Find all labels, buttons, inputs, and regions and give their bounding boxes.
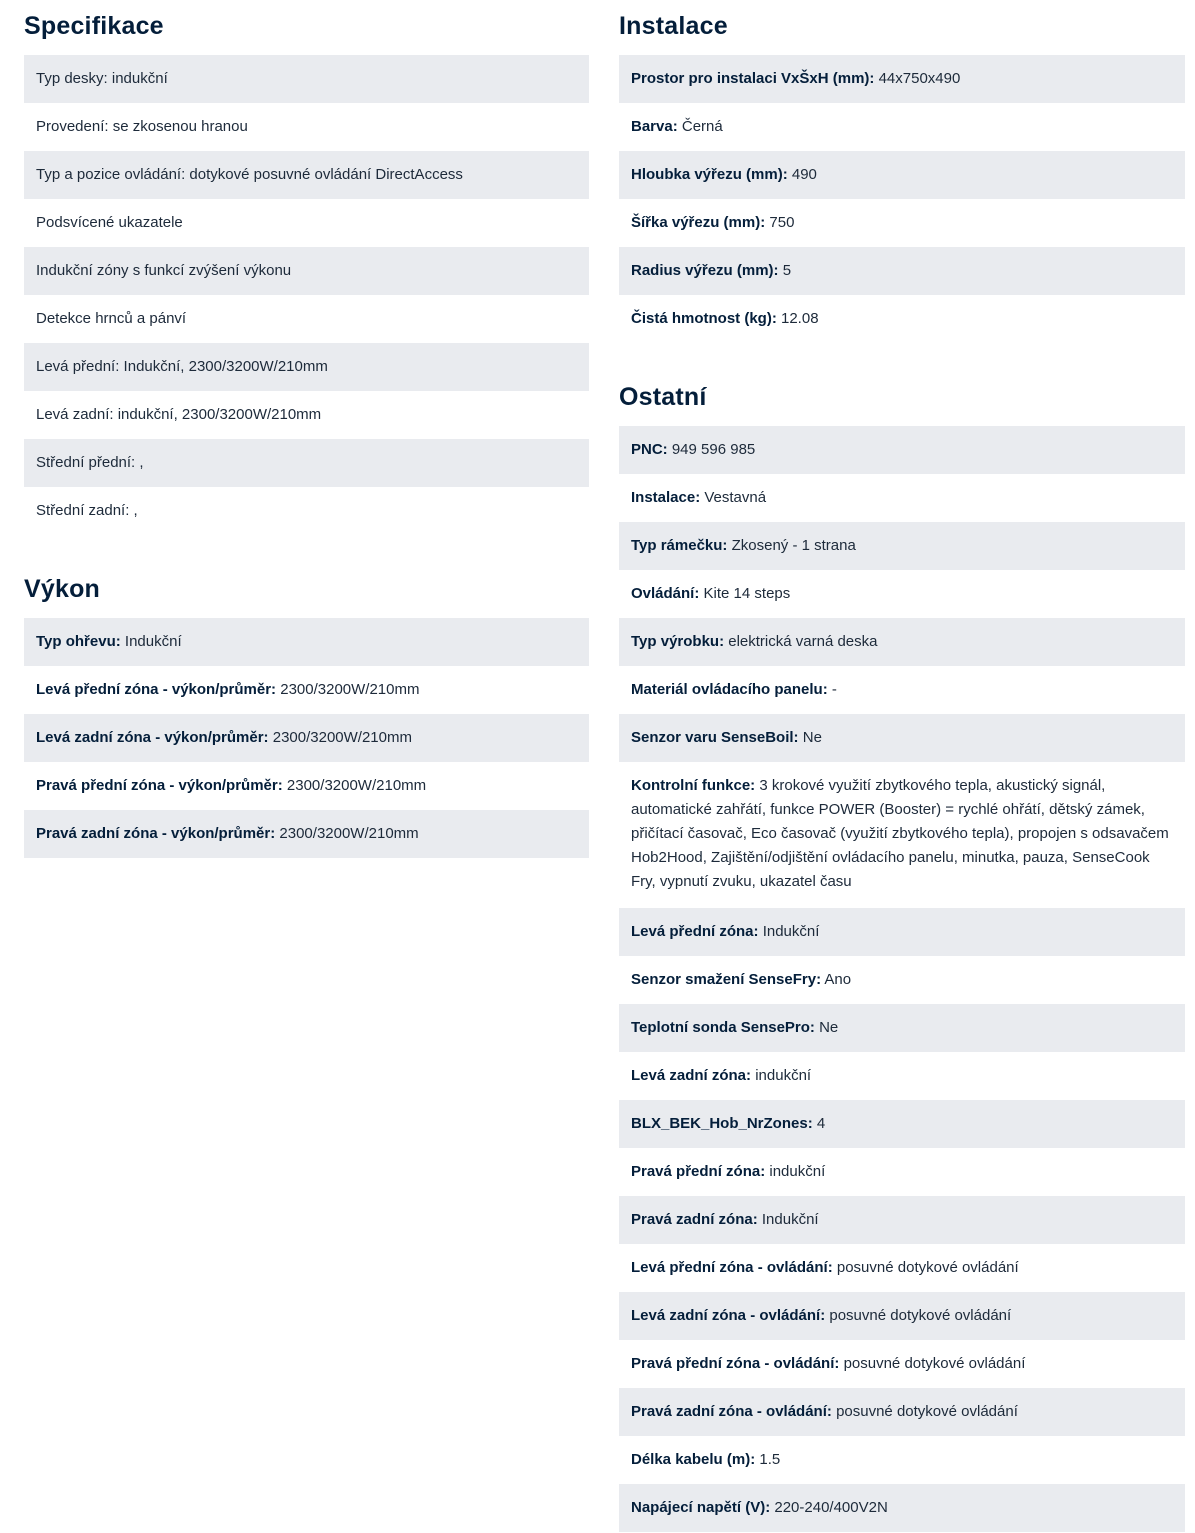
spec-label: Typ ohřevu: [36, 633, 121, 650]
section-title-vykon: Výkon [24, 575, 101, 603]
specifikace-list [24, 55, 589, 535]
spec-label: Levá přední zóna: [631, 923, 759, 940]
spec-value: indukční [769, 1163, 826, 1180]
vykon-list [24, 618, 589, 858]
spec-label: Levá přední zóna - výkon/průměr: [36, 681, 277, 698]
spec-row-text: Střední zadní: , [36, 502, 138, 519]
spec-row [24, 487, 589, 535]
spec-value: Indukční [761, 1211, 819, 1228]
spec-row-text: Levá zadní: indukční, 2300/3200W/210mm [36, 406, 322, 423]
spec-value: 1.5 [759, 1451, 781, 1468]
spec-row [619, 666, 1185, 714]
spec-row [24, 762, 589, 810]
spec-row-text: Provedení: se zkosenou hranou [36, 118, 248, 135]
spec-row-text: Detekce hrnců a pánví [36, 310, 187, 327]
spec-row [619, 426, 1185, 474]
spec-row [24, 618, 589, 666]
spec-value: Kite 14 steps [703, 585, 791, 602]
spec-row [619, 908, 1185, 956]
section-title-specifikace: Specifikace [24, 12, 164, 40]
spec-label: Materiál ovládacího panelu: [631, 681, 828, 698]
spec-value: 2300/3200W/210mm [280, 681, 420, 698]
spec-row [24, 810, 589, 858]
spec-row [619, 247, 1185, 295]
spec-value: 2300/3200W/210mm [272, 729, 412, 746]
spec-value: 220-240/400V2N [774, 1499, 888, 1516]
spec-label: BLX_BEK_Hob_NrZones: [631, 1115, 813, 1132]
spec-label: Levá přední zóna - ovládání: [631, 1259, 833, 1276]
spec-row-text: Typ desky: indukční [36, 70, 168, 87]
spec-value: posuvné dotykové ovládání [836, 1259, 1019, 1276]
spec-label: PNC: [631, 441, 668, 458]
spec-label: Senzor varu SenseBoil: [631, 729, 799, 746]
spec-row [619, 1292, 1185, 1340]
spec-row [619, 1436, 1185, 1484]
spec-row [619, 1148, 1185, 1196]
spec-value: Černá [681, 118, 723, 135]
spec-row-text: Střední přední: , [36, 454, 144, 471]
section-title-instalace: Instalace [619, 12, 728, 40]
spec-label: Levá zadní zóna - ovládání: [631, 1307, 826, 1324]
spec-row [619, 1100, 1185, 1148]
spec-row [24, 714, 589, 762]
spec-value: Ne [819, 1019, 839, 1036]
spec-row [619, 762, 1185, 908]
spec-row [619, 474, 1185, 522]
spec-label: Čistá hmotnost (kg): [631, 310, 777, 327]
spec-label: Levá zadní zóna - výkon/průměr: [36, 729, 269, 746]
spec-value: posuvné dotykové ovládání [843, 1355, 1026, 1372]
spec-label: Prostor pro instalaci VxŠxH (mm): [631, 70, 875, 87]
spec-row [619, 522, 1185, 570]
spec-label: Pravá přední zóna - výkon/průměr: [36, 777, 283, 794]
instalace-list [619, 55, 1185, 343]
spec-row [619, 714, 1185, 762]
spec-label: Napájecí napětí (V): [631, 1499, 771, 1516]
spec-label: Pravá přední zóna - ovládání: [631, 1355, 840, 1372]
spec-label: Levá zadní zóna: [631, 1067, 752, 1084]
spec-value: Zkosený - 1 strana [731, 537, 856, 554]
spec-value: posuvné dotykové ovládání [829, 1307, 1012, 1324]
spec-row [619, 1196, 1185, 1244]
spec-label: Instalace: [631, 489, 701, 506]
spec-label: Typ výrobku: [631, 633, 725, 650]
spec-row [619, 199, 1185, 247]
spec-label: Délka kabelu (m): [631, 1451, 756, 1468]
ostatni-list [619, 426, 1185, 1532]
spec-row [24, 151, 589, 199]
spec-row [24, 247, 589, 295]
spec-row [619, 1244, 1185, 1292]
spec-row [619, 570, 1185, 618]
spec-label: Kontrolní funkce: [631, 777, 756, 794]
spec-label: Pravá zadní zóna - ovládání: [631, 1403, 832, 1420]
section-instalace-header [619, 0, 1185, 55]
spec-value: 12.08 [781, 310, 819, 327]
spec-row [24, 391, 589, 439]
spec-row-text: Levá přední: Indukční, 2300/3200W/210mm [36, 358, 328, 375]
spec-value: 949 596 985 [671, 441, 756, 458]
section-vykon-header [24, 563, 589, 618]
spec-label: Pravá zadní zóna - výkon/průměr: [36, 825, 276, 842]
left-column [24, 0, 589, 858]
spec-value: elektrická varná deska [728, 633, 878, 650]
spec-value: Indukční [762, 923, 820, 940]
spec-label: Pravá zadní zóna: [631, 1211, 758, 1228]
spec-row [24, 666, 589, 714]
section-ostatni-header [619, 371, 1185, 426]
spec-label: Typ rámečku: [631, 537, 728, 554]
spec-row [619, 1340, 1185, 1388]
spec-label: Šířka výřezu (mm): [631, 214, 766, 231]
spec-value: 490 [791, 166, 817, 183]
spec-value: 2300/3200W/210mm [279, 825, 419, 842]
spec-label: Teplotní sonda SensePro: [631, 1019, 815, 1036]
spec-row [619, 151, 1185, 199]
spec-row [619, 1484, 1185, 1532]
spec-label: Ovládání: [631, 585, 700, 602]
spec-label: Hloubka výřezu (mm): [631, 166, 788, 183]
spec-row [24, 199, 589, 247]
section-specifikace-header [24, 0, 589, 55]
spec-row [619, 295, 1185, 343]
spec-row [24, 295, 589, 343]
spec-row [619, 1388, 1185, 1436]
spec-row-text: Indukční zóny s funkcí zvýšení výkonu [36, 262, 292, 279]
spec-label: Senzor smažení SenseFry: [631, 971, 822, 988]
spec-value: Ano [824, 971, 852, 988]
spec-label: Radius výřezu (mm): [631, 262, 779, 279]
spec-row [619, 1052, 1185, 1100]
spec-value: 5 [782, 262, 792, 279]
section-title-ostatni: Ostatní [619, 383, 707, 411]
spec-row [24, 55, 589, 103]
spec-value: 44x750x490 [878, 70, 961, 87]
right-column [619, 0, 1185, 1532]
spec-row [24, 439, 589, 487]
spec-row-text: Podsvícené ukazatele [36, 214, 183, 231]
spec-value: 4 [816, 1115, 826, 1132]
spec-value: Vestavná [704, 489, 767, 506]
spec-row [24, 103, 589, 151]
spec-row [619, 618, 1185, 666]
spec-row-text: Typ a pozice ovládání: dotykové posuvné ovládání DirectAccess [36, 166, 463, 183]
spec-row [619, 103, 1185, 151]
spec-value: - [831, 681, 837, 698]
spec-value: 750 [769, 214, 795, 231]
spec-value: indukční [755, 1067, 812, 1084]
spec-value: Indukční [124, 633, 182, 650]
spec-row [24, 343, 589, 391]
spec-value: Ne [802, 729, 822, 746]
spec-value: 3 krokové využití zbytkového tepla, akustický signál, automatické zahřátí, funkce POWER (Booster) = rychlé ohřátí, dětský zámek, přičítací časovač, Eco časovač (využití zbytkového tepla), propojen s odsavačem Hob2Hood, Zajištění/odjištění ovládacího panelu, minutka, pauza, SenseCook Fry, vypnutí zvuku, ukazatel času [631, 777, 1169, 890]
spec-row [619, 956, 1185, 1004]
spec-row [619, 55, 1185, 103]
spec-row [619, 1004, 1185, 1052]
spec-value: 2300/3200W/210mm [286, 777, 427, 794]
spec-label: Barva: [631, 118, 678, 135]
spec-label: Pravá přední zóna: [631, 1163, 766, 1180]
spec-value: posuvné dotykové ovládání [836, 1403, 1018, 1420]
